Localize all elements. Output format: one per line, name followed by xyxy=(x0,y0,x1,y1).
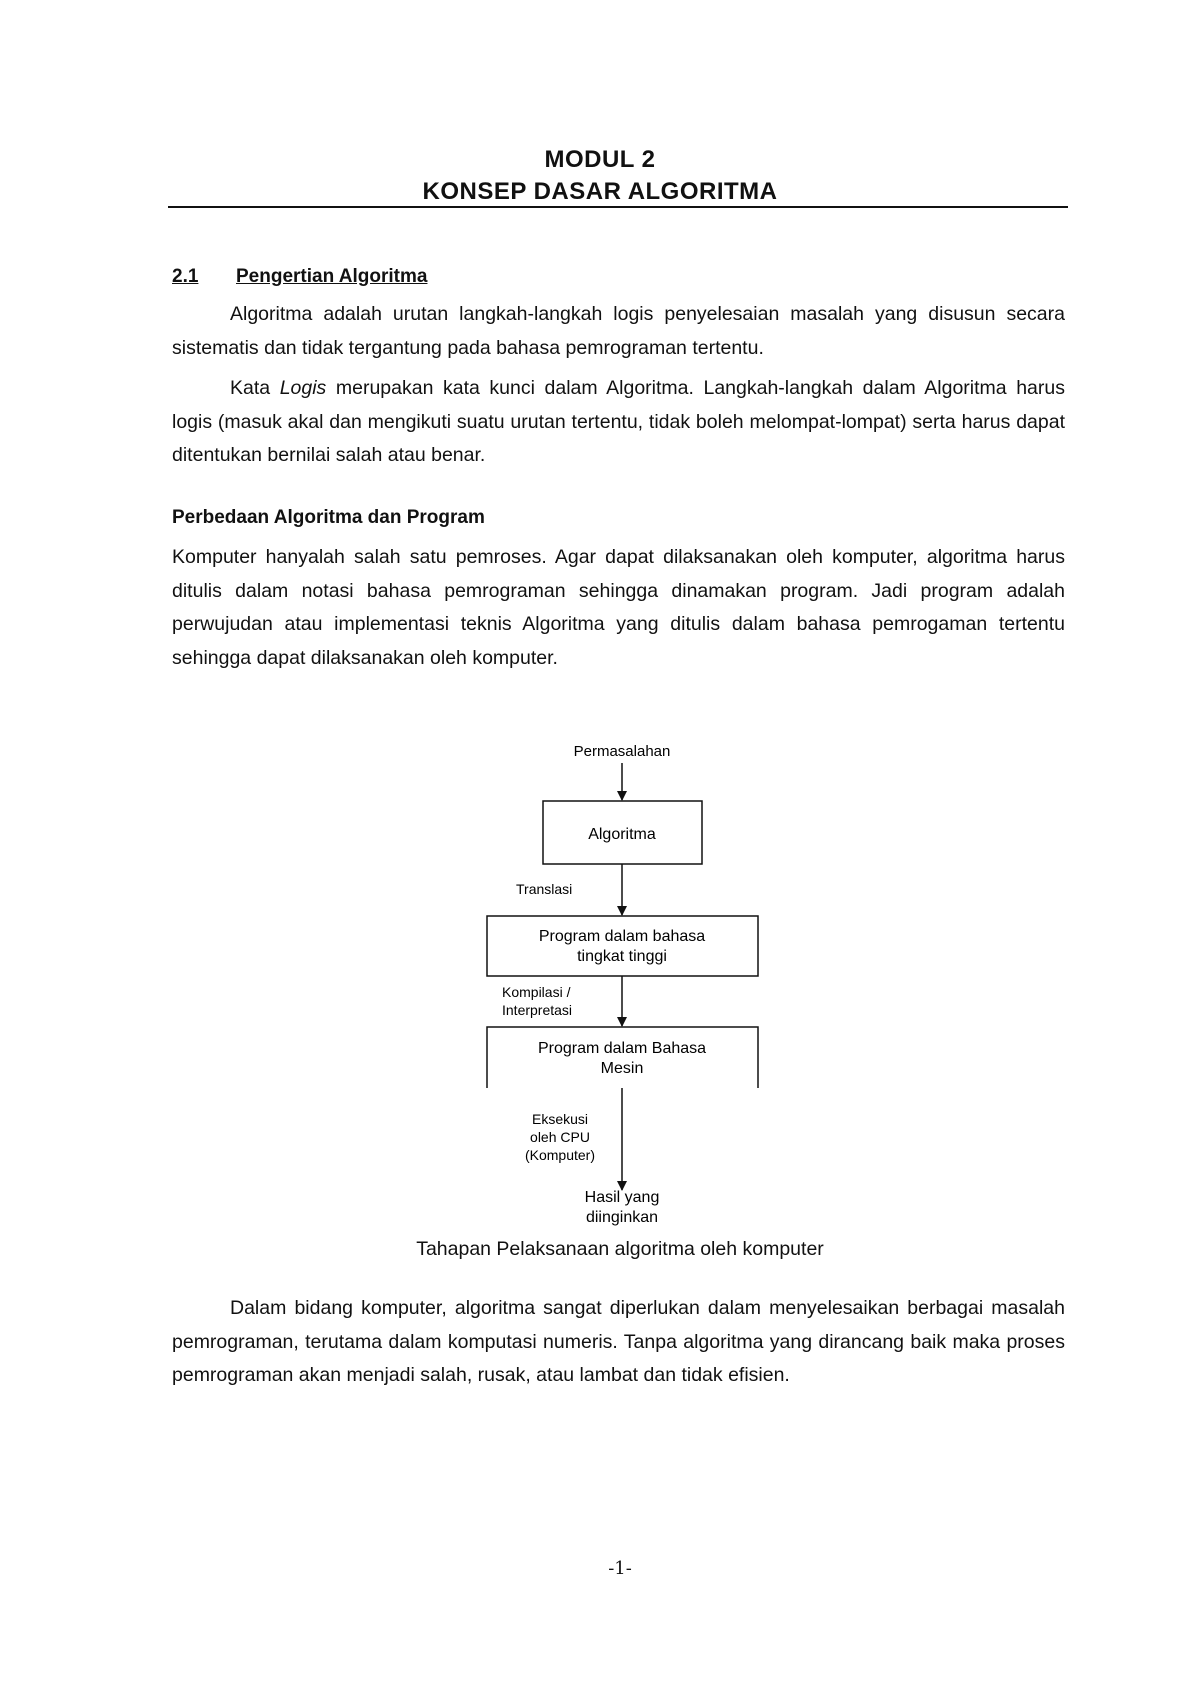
result-label-line2: diinginkan xyxy=(585,1209,659,1226)
section-number: 2.1 xyxy=(172,266,199,287)
algoritma-box xyxy=(543,801,702,864)
paragraph-logis-rest: merupakan kata kunci dalam Algoritma. Langkah-langkah dalam Algoritma harus logis (masuk akal dan mengikuti suatu urutan tertentu, tidak boleh melompat-lompat) serta harus dapat ditentukan bernilai salah atau benar. xyxy=(172,377,1065,466)
translasi-label: Translasi xyxy=(516,881,573,897)
section-heading xyxy=(172,266,427,288)
program-high-level-line2: tingkat tinggi xyxy=(577,948,667,965)
module-label: MODUL 2 xyxy=(544,146,656,173)
program-machine-box xyxy=(487,1027,758,1088)
kompilasi-label-line2: Interpretasi xyxy=(502,1002,573,1018)
program-machine-line1: Program dalam Bahasa xyxy=(537,1040,707,1057)
logis-keyword: Logis xyxy=(279,377,327,399)
paragraph-logis xyxy=(172,372,1065,473)
result-label-line1: Hasil yang xyxy=(584,1189,660,1206)
diagram-caption: Tahapan Pelaksanaan algoritma oleh komputer xyxy=(416,1238,824,1260)
program-high-level-line1: Program dalam bahasa xyxy=(538,928,706,945)
paragraph-definition: Algoritma adalah urutan langkah-langkah logis penyelesaian masalah yang disusun secara sistematis dan tidak tergantung pada bahasa pemrograman tertentu. xyxy=(172,303,1065,359)
section-title: Pengertian Algoritma xyxy=(236,266,428,287)
eksekusi-label-line1: Eksekusi xyxy=(531,1111,589,1127)
title-divider xyxy=(168,206,1068,208)
eksekusi-label-line3: (Komputer) xyxy=(524,1147,596,1163)
paragraph-logis-start: Kata xyxy=(230,377,280,399)
program-machine-line2: Mesin xyxy=(600,1060,644,1077)
program-high-level-box xyxy=(487,916,758,976)
eksekusi-label-line2: oleh CPU xyxy=(530,1129,590,1145)
flow-start-label: Permasalahan xyxy=(573,743,671,760)
subsection-heading: Perbedaan Algoritma dan Program xyxy=(172,507,485,528)
kompilasi-label-line1: Kompilasi / xyxy=(502,984,571,1000)
page-title: KONSEP DASAR ALGORITMA xyxy=(422,178,778,205)
paragraph-difference: Komputer hanyalah salah satu pemroses. Agar dapat dilaksanakan oleh komputer, algoritma harus ditulis dalam notasi bahasa pemrograman sehingga dinamakan program. Jadi program adalah perwujudan atau implementasi teknis Algoritma yang ditulis dalam bahasa pemrogaman tertentu sehingga dapat dilaksanakan oleh komputer. xyxy=(172,546,1065,669)
page-number: -1- xyxy=(608,1558,632,1579)
algoritma-box-label: Algoritma xyxy=(588,826,656,843)
paragraph-closing: Dalam bidang komputer, algoritma sangat diperlukan dalam menyelesaikan berbagai masalah pemrograman, terutama dalam komputasi numeris. Tanpa algoritma yang dirancang baik maka proses pemrograman akan menjadi salah, rusak, atau lambat dan tidak efisien. xyxy=(172,1297,1065,1386)
